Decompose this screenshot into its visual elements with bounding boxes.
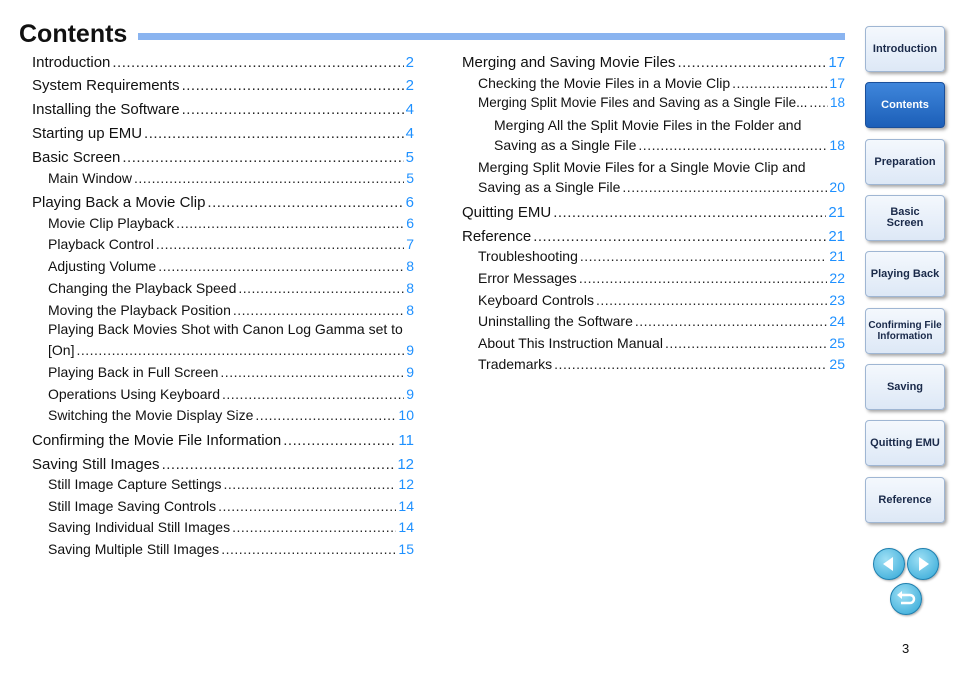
toc-entry[interactable]: [478, 313, 845, 329]
toc-entry[interactable]: [48, 258, 414, 274]
toc-page-number[interactable]: 10: [398, 407, 414, 423]
toc-entry-title[interactable]: Starting up EMU: [32, 125, 143, 142]
toc-leader-dots: [554, 356, 827, 372]
toc-entry-line1[interactable]: Playing Back Movies Shot with Canon Log Gamma set to: [48, 321, 403, 337]
nav-tab-reference[interactable]: [865, 477, 945, 523]
toc-entry-title[interactable]: Playing Back in Full Screen: [48, 364, 219, 380]
nav-tab-label: Contents: [881, 98, 929, 111]
toc-entry[interactable]: [48, 476, 414, 492]
toc-page-number[interactable]: 6: [406, 215, 414, 231]
toc-leader-dots: [596, 292, 827, 308]
toc-leader-dots: [156, 236, 404, 252]
toc-leader-dots: [207, 194, 403, 211]
toc-entry-title[interactable]: Saving Multiple Still Images: [48, 541, 220, 557]
toc-entry-title[interactable]: Uninstalling the Software: [478, 313, 633, 329]
toc-entry[interactable]: [478, 270, 845, 286]
toc-entry-title[interactable]: Basic Screen: [32, 149, 121, 166]
toc-leader-dots: [122, 149, 403, 166]
toc-entry-title[interactable]: Trademarks: [478, 356, 553, 372]
toc-entry[interactable]: [32, 432, 414, 449]
toc-page-number[interactable]: 17: [828, 54, 845, 71]
toc-entry[interactable]: [48, 280, 414, 296]
toc-entry-title[interactable]: Error Messages: [478, 270, 577, 286]
toc-page-number[interactable]: 17: [829, 75, 845, 91]
toc-entry-title[interactable]: Still Image Saving Controls: [48, 498, 217, 514]
toc-page-number[interactable]: 25: [829, 335, 845, 351]
nav-tab-label: Preparation: [874, 155, 936, 168]
toc-entry-line1[interactable]: Merging All the Split Movie Files in the Folder and: [494, 117, 802, 133]
toc-entry-title[interactable]: Quitting EMU: [462, 204, 552, 221]
toc-page-number[interactable]: 15: [398, 541, 414, 557]
toc-page-number[interactable]: 5: [405, 149, 414, 166]
toc-entry-title[interactable]: Merging Split Movie Files and Saving as a Single File...: [478, 95, 808, 110]
nav-tab-contents[interactable]: [865, 82, 945, 128]
toc-entry-title[interactable]: Keyboard Controls: [478, 292, 594, 308]
toc-entry-title[interactable]: Movie Clip Playback: [48, 215, 175, 231]
toc-entry-title[interactable]: Saving Still Images: [32, 456, 160, 473]
toc-leader-dots: [238, 280, 404, 296]
toc-entry-title[interactable]: Playing Back a Movie Clip: [32, 194, 206, 211]
toc-page-number[interactable]: 11: [398, 432, 414, 449]
page-number: 3: [902, 641, 910, 656]
nav-tab-label: Reference: [878, 493, 932, 506]
toc-entry[interactable]: [48, 170, 414, 186]
toc-entry[interactable]: [48, 236, 414, 252]
toc-entry-title[interactable]: Still Image Capture Settings: [48, 476, 222, 492]
toc-page-number[interactable]: 20: [829, 179, 845, 195]
toc-page-number[interactable]: 9: [406, 364, 414, 380]
toc-leader-dots: [158, 258, 404, 274]
nav-tab-playing-back[interactable]: [865, 251, 945, 297]
toc-page-number[interactable]: 18: [829, 95, 845, 110]
toc-page-number[interactable]: 9: [406, 342, 414, 358]
toc-page-number[interactable]: 14: [398, 498, 414, 514]
toc-leader-dots: [182, 77, 404, 94]
title-underline-bar: [138, 33, 845, 40]
toc-entry[interactable]: [478, 75, 845, 91]
toc-entry[interactable]: [48, 541, 414, 557]
toc-page-number[interactable]: 22: [829, 270, 845, 286]
toc-entry-title[interactable]: Saving Individual Still Images: [48, 519, 231, 535]
toc-page-number[interactable]: 9: [406, 386, 414, 402]
toc-page-number[interactable]: 5: [406, 170, 414, 186]
toc-entry-title[interactable]: Introduction: [32, 54, 111, 71]
toc-leader-dots: [182, 101, 404, 118]
toc-entry[interactable]: [48, 342, 414, 358]
nav-tab-label: Basic Screen: [886, 206, 924, 229]
toc-entry[interactable]: [32, 456, 414, 473]
toc-entry[interactable]: [32, 194, 414, 211]
toc-page-number[interactable]: 7: [406, 236, 414, 252]
toc-page-number[interactable]: 21: [828, 228, 845, 245]
toc-leader-dots: [233, 302, 404, 318]
toc-entry-title[interactable]: System Requirements: [32, 77, 180, 94]
toc-entry-title[interactable]: Adjusting Volume: [48, 258, 157, 274]
toc-page-number[interactable]: 6: [405, 194, 414, 211]
toc-entry-title[interactable]: Changing the Playback Speed: [48, 280, 237, 296]
toc-leader-dots: [255, 407, 396, 423]
toc-entry-title[interactable]: [On]: [48, 342, 75, 358]
toc-entry-title[interactable]: About This Instruction Manual: [478, 335, 663, 351]
toc-entry[interactable]: [48, 519, 414, 535]
toc-leader-dots: [580, 248, 828, 264]
toc-leader-dots: [283, 432, 396, 449]
toc-page-number[interactable]: 18: [829, 137, 845, 153]
toc-leader-dots: [224, 476, 397, 492]
toc-entry[interactable]: [48, 364, 414, 380]
toc-page-number[interactable]: 8: [406, 280, 414, 296]
toc-leader-dots: [533, 228, 826, 245]
toc-entry-title[interactable]: Troubleshooting: [478, 248, 578, 264]
toc-entry-title[interactable]: Confirming the Movie File Information: [32, 432, 282, 449]
toc-entry[interactable]: [478, 292, 845, 308]
toc-leader-dots: [176, 215, 404, 231]
toc-page-number[interactable]: 4: [405, 125, 414, 142]
toc-entry[interactable]: [32, 77, 414, 94]
toc-leader-dots: [732, 75, 827, 91]
toc-page-number[interactable]: 2: [405, 77, 414, 94]
return-icon: [891, 584, 921, 614]
toc-page-number[interactable]: 8: [406, 302, 414, 318]
toc-page-number[interactable]: 2: [405, 54, 414, 71]
return-button[interactable]: [890, 583, 922, 615]
toc-leader-dots: [220, 364, 404, 380]
toc-entry-line1[interactable]: Merging Split Movie Files for a Single Movie Clip and: [478, 159, 806, 175]
toc-entry[interactable]: [32, 54, 414, 71]
toc-leader-dots: [677, 54, 826, 71]
toc-entry[interactable]: [48, 215, 414, 231]
toc-entry[interactable]: [48, 386, 414, 402]
toc-entry-title[interactable]: Saving as a Single File: [494, 137, 637, 153]
toc-entry-title[interactable]: Merging and Saving Movie Files: [462, 54, 676, 71]
toc-page-number[interactable]: 25: [829, 356, 845, 372]
toc-entry[interactable]: [462, 204, 845, 221]
toc-page-number[interactable]: 21: [829, 248, 845, 264]
toc-page-number[interactable]: 8: [406, 258, 414, 274]
toc-entry-title[interactable]: Reference: [462, 228, 532, 245]
page-title: Contents: [19, 20, 128, 48]
toc-page-number[interactable]: 23: [829, 292, 845, 308]
toc-page-number[interactable]: 24: [829, 313, 845, 329]
nav-tab-preparation[interactable]: [865, 139, 945, 185]
toc-leader-dots: [222, 386, 404, 402]
toc-entry[interactable]: [32, 101, 414, 118]
toc-entry-title[interactable]: Playback Control: [48, 236, 154, 252]
toc-entry[interactable]: [48, 302, 414, 318]
toc-entry[interactable]: [48, 498, 414, 514]
toc-leader-dots: [665, 335, 827, 351]
nav-tab-label: Quitting EMU: [870, 436, 940, 449]
toc-leader-dots: [218, 498, 396, 514]
toc-entry[interactable]: [32, 149, 414, 166]
next-page-button[interactable]: [907, 548, 939, 580]
nav-tab-basic-screen[interactable]: [865, 195, 945, 241]
toc-entry-title[interactable]: Installing the Software: [32, 101, 180, 118]
toc-entry-title[interactable]: Moving the Playback Position: [48, 302, 231, 318]
toc-entry-title[interactable]: Main Window: [48, 170, 133, 186]
toc-leader-dots: [638, 137, 827, 153]
toc-entry[interactable]: [478, 356, 845, 372]
toc-entry[interactable]: [462, 228, 845, 245]
toc-leader-dots: [232, 519, 396, 535]
nav-tab-label: Playing Back: [870, 267, 940, 280]
toc-leader-dots: [76, 342, 404, 358]
toc-leader-dots: [579, 270, 828, 286]
toc-entry[interactable]: [478, 179, 845, 195]
toc-leader-dots: [144, 125, 404, 142]
toc-entry-title[interactable]: Checking the Movie Files in a Movie Clip: [478, 75, 731, 91]
toc-entry[interactable]: [478, 95, 845, 110]
toc-entry-title[interactable]: Saving as a Single File: [478, 179, 621, 195]
toc-entry[interactable]: [478, 248, 845, 264]
nav-tab-quitting-emu[interactable]: [865, 420, 945, 466]
nav-tab-confirming-file-information[interactable]: [865, 308, 945, 354]
toc-entry[interactable]: [32, 125, 414, 142]
nav-tab-label: Saving: [886, 380, 924, 393]
toc-leader-dots: [162, 456, 396, 473]
toc-entry[interactable]: [462, 54, 845, 71]
toc-page-number[interactable]: 14: [398, 519, 414, 535]
toc-entry[interactable]: [478, 335, 845, 351]
toc-leader-dots: [134, 170, 404, 186]
toc-entry-title[interactable]: Operations Using Keyboard: [48, 386, 220, 402]
nav-tab-label: Introduction: [872, 42, 938, 55]
right-arrow-icon: [908, 549, 938, 579]
toc-entry[interactable]: [494, 137, 845, 153]
left-arrow-icon: [874, 549, 904, 579]
toc-leader-dots: [622, 179, 827, 195]
toc-entry[interactable]: [48, 407, 414, 423]
toc-leader-dots: [221, 541, 396, 557]
toc-leader-dots: [553, 204, 826, 221]
toc-page-number[interactable]: 12: [397, 456, 414, 473]
nav-tab-introduction[interactable]: [865, 26, 945, 72]
toc-page-number[interactable]: 4: [405, 101, 414, 118]
toc-leader-dots: [635, 313, 828, 329]
toc-page-number[interactable]: 12: [398, 476, 414, 492]
previous-page-button[interactable]: [873, 548, 905, 580]
toc-leader-dots: [809, 95, 828, 110]
toc-leader-dots: [112, 54, 403, 71]
nav-tab-label: Confirming File Information: [868, 320, 942, 342]
toc-page-number[interactable]: 21: [828, 204, 845, 221]
toc-entry-title[interactable]: Switching the Movie Display Size: [48, 407, 254, 423]
nav-tab-saving[interactable]: [865, 364, 945, 410]
